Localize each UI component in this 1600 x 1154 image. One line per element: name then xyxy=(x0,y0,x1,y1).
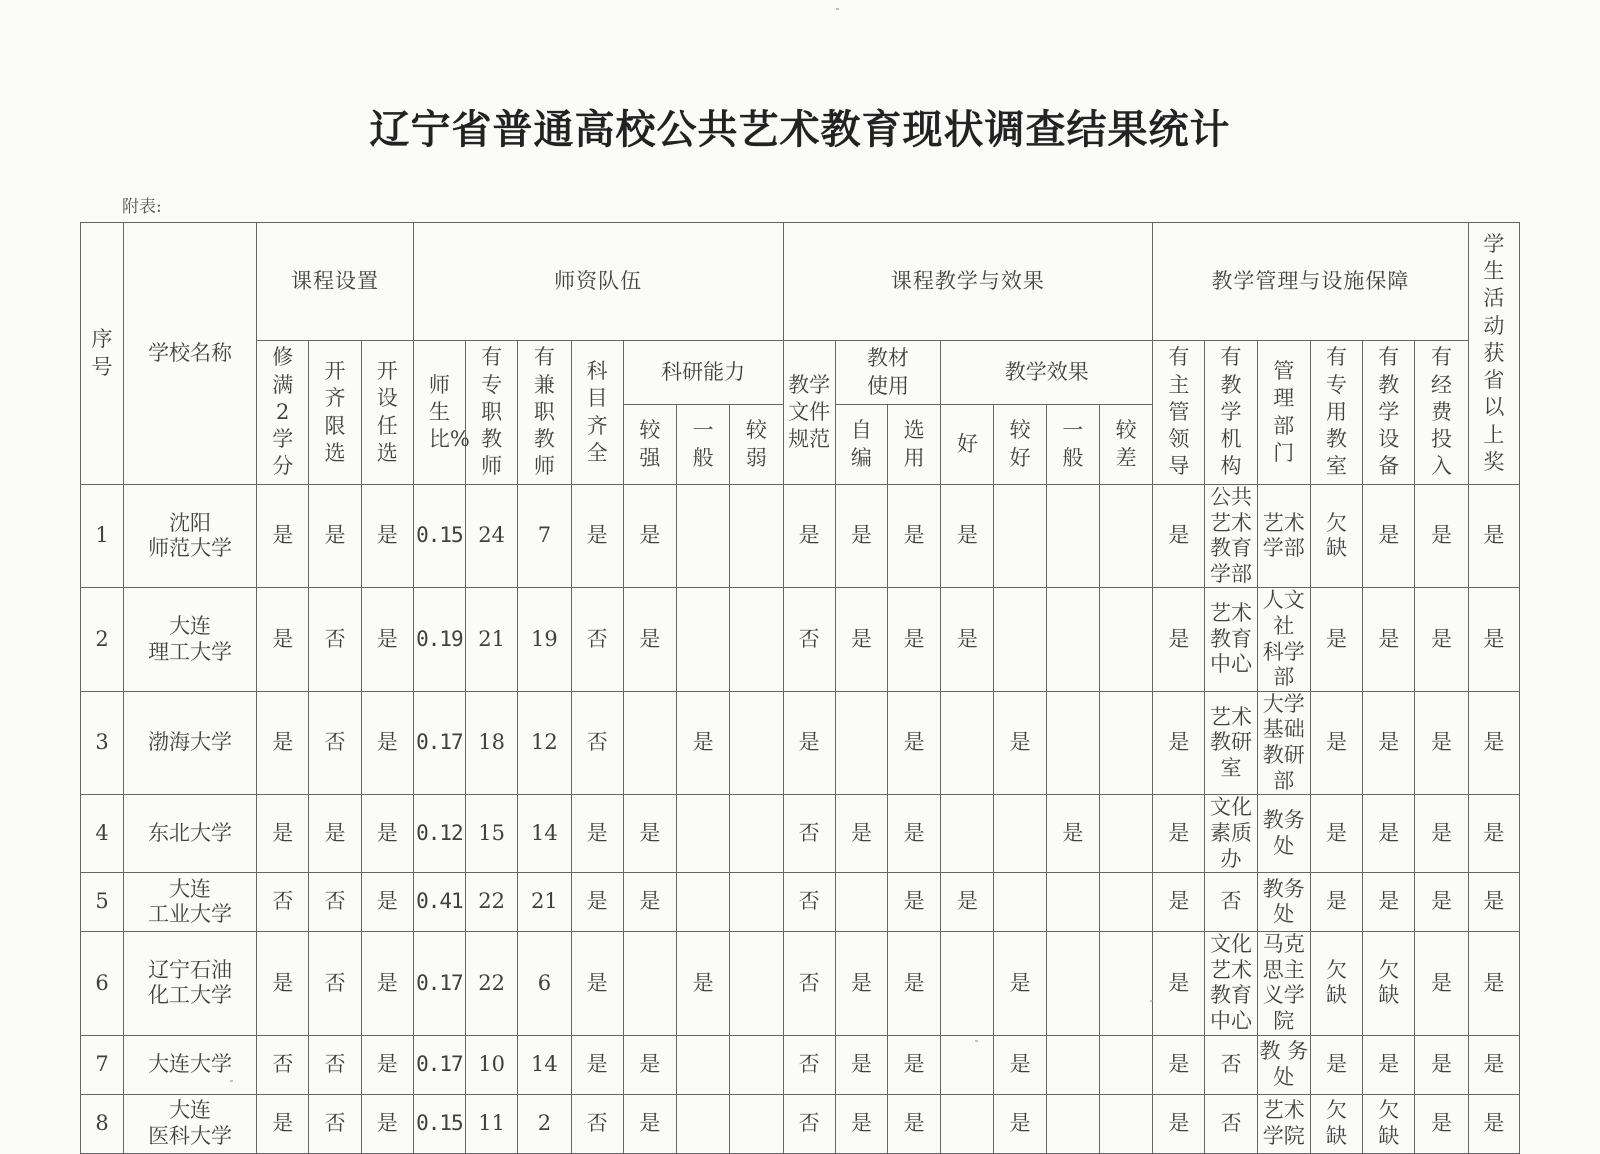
header-poor-text: 较差 xyxy=(1115,418,1137,470)
cell-limited: 否 xyxy=(309,1094,361,1153)
cell-seq: 4 xyxy=(81,795,124,873)
cell-fulltime: 11 xyxy=(466,1094,518,1153)
header-weak-text: 较弱 xyxy=(745,418,767,470)
cell-equipment: 欠 缺 xyxy=(1363,932,1415,1035)
header-parttime xyxy=(518,341,571,485)
scan-speck xyxy=(230,1080,233,1082)
header-self-compiled-text: 自编 xyxy=(850,418,872,470)
cell-funding: 是 xyxy=(1415,691,1468,794)
cell-limited: 否 xyxy=(309,1035,361,1094)
header-weak xyxy=(730,405,783,485)
cell-research-weak xyxy=(730,932,783,1035)
cell-seq: 1 xyxy=(81,485,124,588)
header-school: 学校名称 xyxy=(124,223,257,485)
header-good: 好 xyxy=(941,405,994,485)
header-research: 科研能力 xyxy=(623,341,783,405)
cell-seq: 5 xyxy=(81,873,124,932)
cell-ordinary: 是 xyxy=(1046,795,1099,873)
cell-selected: 是 xyxy=(887,795,940,873)
cell-research-strong: 是 xyxy=(623,1094,676,1153)
cell-institution: 文化 素质办 xyxy=(1205,795,1257,873)
cell-fairly-good xyxy=(994,485,1046,588)
group-teaching: 课程教学与效果 xyxy=(783,223,1153,341)
cell-dept: 教 务 处 xyxy=(1257,1035,1310,1094)
cell-optional: 是 xyxy=(361,1094,413,1153)
cell-fulltime: 15 xyxy=(466,795,518,873)
cell-subjects: 是 xyxy=(571,1035,623,1094)
header-limited-elective xyxy=(309,341,361,485)
cell-institution: 否 xyxy=(1205,873,1257,932)
header-subjects-text: 科目齐全 xyxy=(586,358,608,465)
cell-leader: 是 xyxy=(1153,1035,1205,1094)
cell-research-average xyxy=(676,485,729,588)
scan-speck xyxy=(975,1040,978,1042)
cell-research-average xyxy=(676,1094,729,1153)
cell-institution: 否 xyxy=(1205,1035,1257,1094)
header-funding xyxy=(1415,341,1468,485)
cell-standard-docs: 是 xyxy=(783,691,835,794)
cell-good xyxy=(941,1035,994,1094)
cell-fulltime: 21 xyxy=(466,588,518,691)
cell-limited: 否 xyxy=(309,588,361,691)
cell-selected: 是 xyxy=(887,1094,940,1153)
cell-research-average: 是 xyxy=(676,691,729,794)
cell-fulltime: 18 xyxy=(466,691,518,794)
cell-dept: 艺术 学部 xyxy=(1257,485,1310,588)
cell-leader: 是 xyxy=(1153,873,1205,932)
header-strong-text: 较强 xyxy=(639,418,661,470)
cell-ratio: 0.17 xyxy=(413,1035,465,1094)
cell-optional: 是 xyxy=(361,1035,413,1094)
cell-fulltime: 10 xyxy=(466,1035,518,1094)
cell-classroom: 欠 缺 xyxy=(1310,932,1362,1035)
cell-poor xyxy=(1099,1094,1152,1153)
cell-good xyxy=(941,1094,994,1153)
cell-parttime: 19 xyxy=(518,588,571,691)
table-body xyxy=(81,485,1520,1154)
cell-fairly-good: 是 xyxy=(994,691,1046,794)
cell-parttime: 7 xyxy=(518,485,571,588)
cell-credit2: 否 xyxy=(257,1035,309,1094)
cell-self-compiled xyxy=(835,873,887,932)
cell-award: 是 xyxy=(1468,795,1519,873)
cell-institution: 艺术 教育中心 xyxy=(1205,588,1257,691)
header-average-text: 一般 xyxy=(692,418,714,470)
cell-seq: 6 xyxy=(81,932,124,1035)
header-leader xyxy=(1153,341,1205,485)
cell-optional: 是 xyxy=(361,932,413,1035)
cell-research-weak xyxy=(730,588,783,691)
cell-standard-docs: 否 xyxy=(783,795,835,873)
cell-seq: 3 xyxy=(81,691,124,794)
cell-funding: 是 xyxy=(1415,1035,1468,1094)
cell-ordinary xyxy=(1046,932,1099,1035)
cell-ordinary xyxy=(1046,1094,1099,1153)
cell-limited: 是 xyxy=(309,795,361,873)
header-self-compiled xyxy=(835,405,887,485)
cell-self-compiled: 是 xyxy=(835,485,887,588)
cell-dept: 马克思主 义学院 xyxy=(1257,932,1310,1035)
header-credit2-text: 修满2学分 xyxy=(272,345,294,479)
cell-equipment: 欠 缺 xyxy=(1363,1094,1415,1153)
cell-classroom: 是 xyxy=(1310,691,1362,794)
cell-school: 大连 理工大学 xyxy=(124,588,257,691)
cell-leader: 是 xyxy=(1153,795,1205,873)
cell-classroom: 是 xyxy=(1310,588,1362,691)
cell-award: 是 xyxy=(1468,485,1519,588)
cell-seq: 8 xyxy=(81,1094,124,1153)
cell-classroom: 是 xyxy=(1310,1035,1362,1094)
cell-award: 是 xyxy=(1468,873,1519,932)
cell-selected: 是 xyxy=(887,873,940,932)
cell-good: 是 xyxy=(941,485,994,588)
header-optional-elective-text: 开设任选 xyxy=(376,358,398,465)
table-row xyxy=(81,588,1520,691)
cell-ratio: 0.15 xyxy=(413,1094,465,1153)
scan-speck xyxy=(1150,1000,1153,1002)
header-textbook-text: 教材使用 xyxy=(867,346,909,398)
table-row xyxy=(81,485,1520,588)
header-limited-elective-text: 开齐限选 xyxy=(324,358,346,465)
cell-optional: 是 xyxy=(361,588,413,691)
cell-research-strong xyxy=(623,691,676,794)
cell-funding: 是 xyxy=(1415,1094,1468,1153)
cell-award: 是 xyxy=(1468,1094,1519,1153)
cell-selected: 是 xyxy=(887,588,940,691)
cell-seq: 2 xyxy=(81,588,124,691)
cell-credit2: 是 xyxy=(257,485,309,588)
cell-parttime: 12 xyxy=(518,691,571,794)
cell-self-compiled: 是 xyxy=(835,1035,887,1094)
header-parttime-text: 有兼职教师 xyxy=(533,345,555,479)
cell-classroom: 是 xyxy=(1310,873,1362,932)
cell-dept: 人文社 科学部 xyxy=(1257,588,1310,691)
cell-optional: 是 xyxy=(361,873,413,932)
cell-good: 是 xyxy=(941,588,994,691)
cell-limited: 否 xyxy=(309,691,361,794)
cell-classroom: 欠 缺 xyxy=(1310,1094,1362,1153)
cell-good xyxy=(941,795,994,873)
cell-seq: 7 xyxy=(81,1035,124,1094)
cell-school: 大连 工业大学 xyxy=(124,873,257,932)
scan-speck xyxy=(836,8,839,10)
cell-self-compiled: 是 xyxy=(835,795,887,873)
cell-institution: 公共艺术 教育学部 xyxy=(1205,485,1257,588)
group-course-setup: 课程设置 xyxy=(257,223,414,341)
cell-funding: 是 xyxy=(1415,588,1468,691)
cell-leader: 是 xyxy=(1153,588,1205,691)
cell-standard-docs: 否 xyxy=(783,932,835,1035)
cell-research-average xyxy=(676,795,729,873)
group-faculty: 师资队伍 xyxy=(413,223,783,341)
header-poor xyxy=(1099,405,1152,485)
header-standard-docs xyxy=(783,341,835,485)
cell-standard-docs: 否 xyxy=(783,1094,835,1153)
cell-standard-docs: 否 xyxy=(783,1035,835,1094)
cell-fairly-good xyxy=(994,873,1046,932)
header-funding-text: 有经费投入 xyxy=(1431,345,1452,479)
cell-credit2: 是 xyxy=(257,795,309,873)
header-fulltime-text: 有专职教师 xyxy=(481,345,503,479)
cell-optional: 是 xyxy=(361,691,413,794)
cell-school: 沈阳 师范大学 xyxy=(124,485,257,588)
cell-selected: 是 xyxy=(887,1035,940,1094)
header-fulltime xyxy=(466,341,518,485)
cell-parttime: 6 xyxy=(518,932,571,1035)
cell-equipment: 是 xyxy=(1363,485,1415,588)
cell-research-weak xyxy=(730,1035,783,1094)
page-title: 辽宁省普通高校公共艺术教育现状调查结果统计 xyxy=(369,107,1231,153)
cell-research-strong: 是 xyxy=(623,485,676,588)
cell-award: 是 xyxy=(1468,588,1519,691)
header-dept xyxy=(1257,341,1310,485)
cell-fairly-good xyxy=(994,588,1046,691)
header-textbook xyxy=(835,341,940,405)
table-row xyxy=(81,691,1520,794)
cell-equipment: 是 xyxy=(1363,795,1415,873)
cell-ratio: 0.17 xyxy=(413,691,465,794)
cell-credit2: 是 xyxy=(257,691,309,794)
table-row xyxy=(81,1094,1520,1153)
cell-ordinary xyxy=(1046,691,1099,794)
cell-institution: 否 xyxy=(1205,1094,1257,1153)
attachment-label: 附表: xyxy=(122,197,162,217)
cell-subjects: 否 xyxy=(571,1094,623,1153)
header-fairly-good-text: 较好 xyxy=(1009,418,1031,470)
cell-subjects: 是 xyxy=(571,485,623,588)
cell-subjects: 是 xyxy=(571,873,623,932)
header-equipment xyxy=(1363,341,1415,485)
cell-research-average xyxy=(676,588,729,691)
cell-research-weak xyxy=(730,795,783,873)
cell-classroom: 是 xyxy=(1310,795,1362,873)
cell-poor xyxy=(1099,588,1152,691)
cell-ratio: 0.15 xyxy=(413,485,465,588)
group-management: 教学管理与设施保障 xyxy=(1153,223,1468,341)
cell-research-average xyxy=(676,873,729,932)
cell-funding: 是 xyxy=(1415,795,1468,873)
cell-equipment: 是 xyxy=(1363,691,1415,794)
cell-leader: 是 xyxy=(1153,691,1205,794)
cell-optional: 是 xyxy=(361,795,413,873)
cell-poor xyxy=(1099,795,1152,873)
table-row xyxy=(81,795,1520,873)
cell-funding: 是 xyxy=(1415,485,1468,588)
cell-school: 大连 医科大学 xyxy=(124,1094,257,1153)
cell-funding: 是 xyxy=(1415,932,1468,1035)
cell-ordinary xyxy=(1046,1035,1099,1094)
table-row xyxy=(81,1035,1520,1094)
cell-institution: 文化艺术 教育中心 xyxy=(1205,932,1257,1035)
header-student-award-text: 学生活动获省以上奖 xyxy=(1483,231,1505,475)
cell-standard-docs: 否 xyxy=(783,588,835,691)
header-classroom-text: 有专用教室 xyxy=(1326,345,1348,479)
cell-standard-docs: 是 xyxy=(783,485,835,588)
cell-poor xyxy=(1099,932,1152,1035)
cell-leader: 是 xyxy=(1153,485,1205,588)
cell-award: 是 xyxy=(1468,932,1519,1035)
cell-poor xyxy=(1099,1035,1152,1094)
cell-dept: 艺术 学院 xyxy=(1257,1094,1310,1153)
cell-standard-docs: 否 xyxy=(783,873,835,932)
cell-award: 是 xyxy=(1468,691,1519,794)
cell-credit2: 是 xyxy=(257,932,309,1035)
cell-award: 是 xyxy=(1468,1035,1519,1094)
cell-research-average xyxy=(676,1035,729,1094)
header-effect: 教学效果 xyxy=(941,341,1153,405)
header-ratio-text: 师生比% xyxy=(428,372,470,452)
header-credit2 xyxy=(257,341,309,485)
cell-parttime: 21 xyxy=(518,873,571,932)
cell-research-strong: 是 xyxy=(623,795,676,873)
cell-limited: 否 xyxy=(309,873,361,932)
cell-parttime: 14 xyxy=(518,1035,571,1094)
cell-equipment: 是 xyxy=(1363,588,1415,691)
cell-dept: 大学基础 教研部 xyxy=(1257,691,1310,794)
cell-ratio: 0.19 xyxy=(413,588,465,691)
cell-leader: 是 xyxy=(1153,932,1205,1035)
cell-good: 是 xyxy=(941,873,994,932)
header-average xyxy=(676,405,729,485)
cell-parttime: 14 xyxy=(518,795,571,873)
survey-table xyxy=(80,222,1520,1154)
cell-ordinary xyxy=(1046,873,1099,932)
cell-poor xyxy=(1099,691,1152,794)
cell-ratio: 0.17 xyxy=(413,932,465,1035)
cell-fairly-good: 是 xyxy=(994,932,1046,1035)
header-student-award xyxy=(1468,223,1519,485)
cell-research-weak xyxy=(730,873,783,932)
cell-equipment: 是 xyxy=(1363,873,1415,932)
cell-equipment: 是 xyxy=(1363,1035,1415,1094)
cell-research-weak xyxy=(730,1094,783,1153)
header-optional-elective xyxy=(361,341,413,485)
cell-ratio: 0.41 xyxy=(413,873,465,932)
cell-limited: 否 xyxy=(309,932,361,1035)
cell-self-compiled xyxy=(835,691,887,794)
cell-poor xyxy=(1099,485,1152,588)
cell-institution: 艺术 教研室 xyxy=(1205,691,1257,794)
cell-self-compiled: 是 xyxy=(835,932,887,1035)
cell-leader: 是 xyxy=(1153,1094,1205,1153)
cell-fulltime: 22 xyxy=(466,873,518,932)
cell-credit2: 是 xyxy=(257,588,309,691)
cell-school: 辽宁石油 化工大学 xyxy=(124,932,257,1035)
table-row xyxy=(81,873,1520,932)
cell-funding: 是 xyxy=(1415,873,1468,932)
cell-subjects: 否 xyxy=(571,691,623,794)
cell-fairly-good: 是 xyxy=(994,1035,1046,1094)
header-selected-text: 选用 xyxy=(903,418,925,470)
cell-ordinary xyxy=(1046,588,1099,691)
cell-self-compiled: 是 xyxy=(835,1094,887,1153)
cell-research-strong xyxy=(623,932,676,1035)
cell-subjects: 是 xyxy=(571,795,623,873)
header-ordinary-text: 一般 xyxy=(1062,418,1084,470)
cell-poor xyxy=(1099,873,1152,932)
cell-ratio: 0.12 xyxy=(413,795,465,873)
cell-research-weak xyxy=(730,691,783,794)
cell-research-average: 是 xyxy=(676,932,729,1035)
header-selected xyxy=(887,405,940,485)
header-standard-docs-text: 教学文件规范 xyxy=(788,372,831,452)
cell-optional: 是 xyxy=(361,485,413,588)
cell-research-strong: 是 xyxy=(623,588,676,691)
cell-school: 渤海大学 xyxy=(124,691,257,794)
header-institution-text: 有教学机构 xyxy=(1220,345,1242,479)
cell-classroom: 欠 缺 xyxy=(1310,485,1362,588)
header-leader-text: 有主管领导 xyxy=(1168,345,1190,479)
header-classroom xyxy=(1310,341,1362,485)
cell-ordinary xyxy=(1046,485,1099,588)
header-subjects xyxy=(571,341,623,485)
cell-good xyxy=(941,691,994,794)
cell-dept: 教务 处 xyxy=(1257,873,1310,932)
header-strong xyxy=(623,405,676,485)
header-ordinary xyxy=(1046,405,1099,485)
cell-self-compiled: 是 xyxy=(835,588,887,691)
cell-credit2: 否 xyxy=(257,873,309,932)
cell-research-strong: 是 xyxy=(623,1035,676,1094)
cell-dept: 教务 处 xyxy=(1257,795,1310,873)
table-row xyxy=(81,932,1520,1035)
header-seq xyxy=(81,223,124,485)
cell-fairly-good: 是 xyxy=(994,1094,1046,1153)
cell-fulltime: 24 xyxy=(466,485,518,588)
cell-selected: 是 xyxy=(887,691,940,794)
cell-subjects: 否 xyxy=(571,588,623,691)
header-institution xyxy=(1205,341,1257,485)
header-seq-text: 序号 xyxy=(91,327,113,379)
cell-parttime: 2 xyxy=(518,1094,571,1153)
cell-credit2: 是 xyxy=(257,1094,309,1153)
cell-selected: 是 xyxy=(887,932,940,1035)
header-equipment-text: 有教学设备 xyxy=(1378,345,1400,479)
cell-good xyxy=(941,932,994,1035)
cell-fairly-good xyxy=(994,795,1046,873)
cell-fulltime: 22 xyxy=(466,932,518,1035)
header-ratio xyxy=(413,341,470,485)
cell-selected: 是 xyxy=(887,485,940,588)
cell-school: 东北大学 xyxy=(124,795,257,873)
cell-research-weak xyxy=(730,485,783,588)
header-fairly-good xyxy=(994,405,1046,485)
cell-limited: 是 xyxy=(309,485,361,588)
cell-research-strong: 是 xyxy=(623,873,676,932)
cell-school: 大连大学 xyxy=(124,1035,257,1094)
cell-subjects: 是 xyxy=(571,932,623,1035)
header-dept-text: 管理部门 xyxy=(1273,358,1295,465)
